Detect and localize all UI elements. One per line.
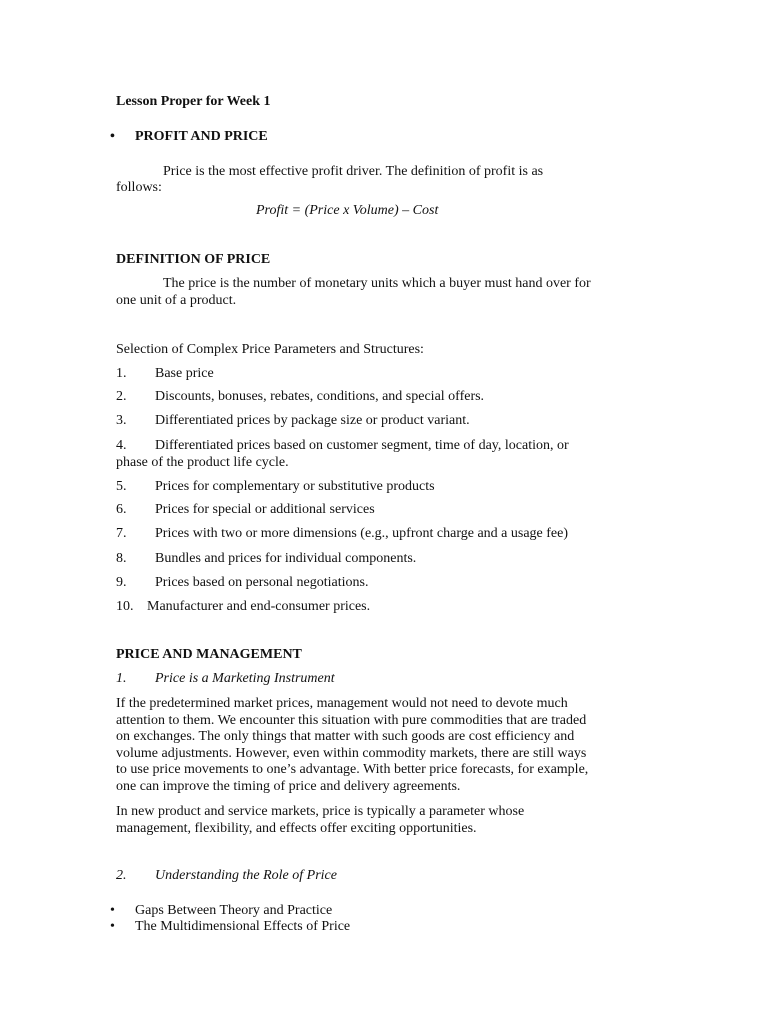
bullet-item: • The Multidimensional Effects of Price: [110, 919, 351, 934]
bullet-icon: •: [110, 919, 115, 934]
profit-intro-line-1: Price is the most effective profit driver. The definition of profit is as: [163, 164, 544, 179]
profit-formula: Profit = (Price x Volume) – Cost: [256, 203, 439, 218]
price-definition-line-1: The price is the number of monetary units which a buyer must hand over for: [163, 276, 591, 291]
list-item: 1. Base price: [116, 366, 214, 381]
list-item: 9. Prices based on personal negotiations.: [116, 575, 369, 590]
list-item: 8. Bundles and prices for individual components.: [116, 551, 417, 566]
price-definition-line-2: one unit of a product.: [116, 293, 237, 308]
list-item: 10. Manufacturer and end-consumer prices.: [116, 599, 371, 614]
section-heading-price-and-management: PRICE AND MANAGEMENT: [116, 647, 302, 662]
subsection-heading-role-of-price: 2. Understanding the Role of Price: [116, 868, 337, 883]
list-item: 2. Discounts, bonuses, rebates, conditions, and special offers.: [116, 389, 485, 404]
list-item: 6. Prices for special or additional services: [116, 502, 375, 517]
profit-intro-line-2: follows:: [116, 180, 162, 195]
bullet-icon: •: [110, 903, 115, 918]
bullet-icon: •: [110, 129, 115, 144]
section-heading-profit-and-price: [110, 129, 268, 146]
list-intro: Selection of Complex Price Parameters and Structures:: [116, 342, 424, 357]
list-item: 3. Differentiated prices by package size or product variant.: [116, 413, 470, 428]
bullet-item: • Gaps Between Theory and Practice: [110, 903, 333, 918]
list-item: 5. Prices for complementary or substitutive products: [116, 479, 435, 494]
management-paragraph-1: If the predetermined market prices, management would not need to devote much attention to them. We encounter this situation with pure commodities that are traded on exchanges. The only things that matter with such goods are cost efficiency and volume adjustments. However, even within commodity markets, there are still ways to use price movements to one’s advantage. With better price forecasts, for example, one can improve the timing of price and delivery agreements.: [116, 696, 589, 794]
subsection-heading-marketing-instrument: 1. Price is a Marketing Instrument: [116, 671, 335, 686]
list-item: 4. Differentiated prices based on customer segment, time of day, location, or: [116, 438, 569, 453]
section-title: PROFIT AND PRICE: [135, 129, 268, 144]
lesson-title: Lesson Proper for Week 1: [116, 94, 271, 109]
list-item-continuation: phase of the product life cycle.: [116, 455, 289, 470]
list-item: 7. Prices with two or more dimensions (e.g., upfront charge and a usage fee): [116, 526, 569, 541]
management-paragraph-2: In new product and service markets, price is typically a parameter whose management, flexibility, and effects offer exciting opportunities.: [116, 804, 525, 836]
section-heading-definition-of-price: DEFINITION OF PRICE: [116, 252, 271, 267]
